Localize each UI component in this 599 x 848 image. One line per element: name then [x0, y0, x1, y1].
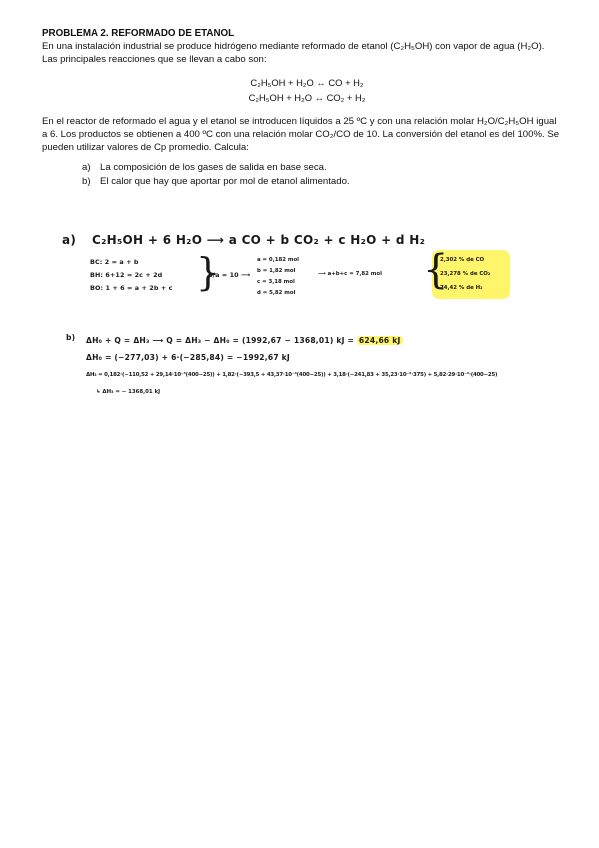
- intro-paragraph: En una instalación industrial se produce hidrógeno mediante reformado de etanol (C₂H₅OH) con vapor de agua (H₂O). Las principales reacciones que se llevan a cabo son:: [42, 41, 545, 65]
- balance-brace: }: [196, 250, 221, 294]
- reaction-equations: [42, 75, 562, 105]
- question-b-text: El calor que hay que aportar por mol de etanol alimentado.: [100, 176, 350, 187]
- total-moles: ⟶ a+b+c = 7,82 mol: [318, 271, 382, 277]
- problem-title: PROBLEMA 2. REFORMADO DE ETANOL: [42, 28, 235, 39]
- question-a-letter: a): [82, 162, 91, 173]
- question-b-letter: b): [82, 176, 91, 187]
- answer-a-label: a): [62, 233, 77, 247]
- reaction-1: C₂H₅OH + H₂O ↔ CO + H₂: [250, 77, 364, 88]
- balance-hydrogen: BH: 6+12 = 2c + 2d: [90, 271, 163, 279]
- question-a-text: La composición de los gases de salida en base seca.: [100, 162, 327, 173]
- result-d: d = 5,82 mol: [257, 290, 296, 296]
- question-a: [82, 161, 562, 175]
- energy-balance-equation: ΔH₀ + Q = ΔH₃ ⟶ Q = ΔH₃ − ΔH₀ = (1992,67 − 1368,01) kJ =: [86, 336, 357, 345]
- answer-a-reaction: C₂H₅OH + 6 H₂O ⟶ a CO + b CO₂ + c H₂O + d H₂: [92, 233, 426, 247]
- enthalpy-inlet-line: ΔH₀ = (−277,03) + 6·(−285,84) = −1992,67 kJ: [86, 353, 290, 362]
- problem-statement: [42, 27, 562, 189]
- balance-carbon: BC: 2 = a + b: [90, 258, 139, 266]
- ratio-condition: b/a = 10 ⟶: [208, 271, 251, 279]
- composition-h2: 74,42 % de H₂: [440, 285, 483, 291]
- heat-result-highlight: 624,66 kJ: [358, 336, 401, 345]
- question-b: [82, 175, 562, 189]
- balance-oxygen: BO: 1 + 6 = a + 2b + c: [90, 284, 173, 292]
- answer-b-label: b): [66, 333, 76, 342]
- result-c: c = 3,18 mol: [257, 279, 295, 285]
- composition-brace: {: [423, 247, 449, 293]
- composition-co2: 23,278 % de CO₂: [440, 271, 491, 277]
- enthalpy-outlet-line: ΔH₃ = 0,182·(−110,52 + 29,14·10⁻³(400−25)) + 1,82·(−393,5 + 43,37·10⁻³(400−25)) + 3,18·(−241,83 + 35,23·10⁻³·375) + 5,82·29·10⁻³·(400−25): [86, 372, 498, 378]
- conditions-paragraph: En el reactor de reformado el agua y el etanol se introducen líquidos a 25 ºC y con una relación molar H₂O/C₂H₅OH igual a 6. Los productos se obtienen a 400 ºC con una relación molar CO₂/CO de 10. La conversión del etanol es del 100%. Se pueden utilizar valores de Cp promedio. Calcula:: [42, 116, 560, 153]
- energy-balance-line: [86, 336, 403, 345]
- result-a: a = 0,182 mol: [257, 257, 300, 263]
- composition-co: 2,302 % de CO: [440, 257, 485, 263]
- reaction-2: C₂H₅OH + H₂O ↔ CO₂ + H₂: [248, 92, 366, 103]
- question-list: [82, 161, 562, 189]
- result-b: b = 1,82 mol: [257, 268, 296, 274]
- enthalpy-outlet-result: ↳ ΔH₃ = − 1368,01 kJ: [96, 389, 161, 395]
